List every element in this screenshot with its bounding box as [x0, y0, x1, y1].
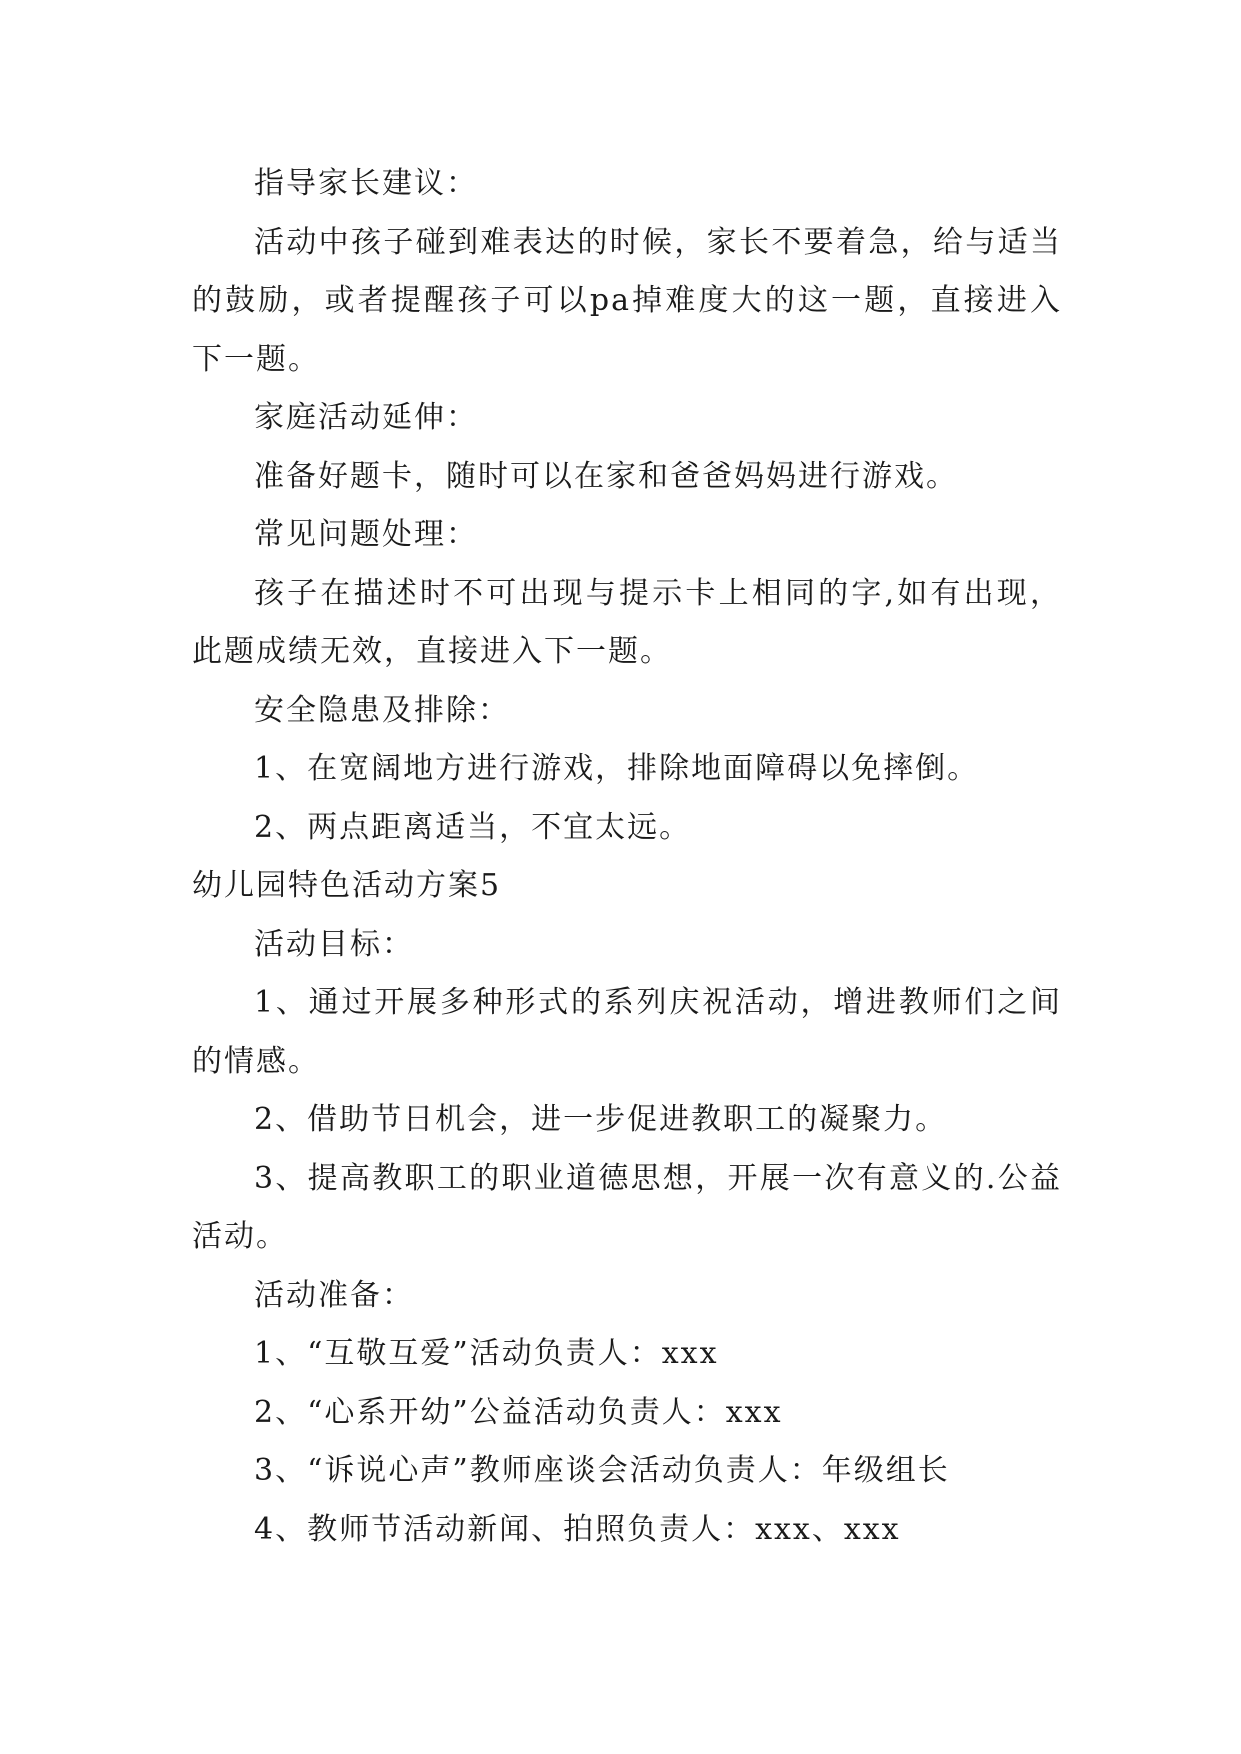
paragraph: 3、提高教职工的职业道德思想，开展一次有意义的.公益活动。: [192, 1160, 1062, 1254]
paragraph: 2、“心系开幼”公益活动负责人：xxx: [254, 1394, 783, 1430]
paragraph: 孩子在描述时不可出现与提示卡上相同的字,如有出现，此题成绩无效，直接进入下一题。: [192, 575, 1062, 669]
paragraph: 活动目标：: [254, 926, 414, 962]
document-body: [192, 155, 1062, 1559]
paragraph: 准备好题卡，随时可以在家和爸爸妈妈进行游戏。: [254, 458, 958, 494]
paragraph: 1、通过开展多种形式的系列庆祝活动，增进教师们之间的情感。: [192, 985, 1062, 1079]
paragraph: 活动中孩子碰到难表达的时候，家长不要着急，给与适当的鼓励，或者提醒孩子可以pa掉难度大的这一题，直接进入下一题。: [192, 224, 1062, 377]
paragraph: 1、在宽阔地方进行游戏，排除地面障碍以免摔倒。: [254, 751, 980, 786]
section-heading: 幼儿园特色活动方案5: [192, 868, 502, 903]
paragraph: 指导家长建议：: [254, 166, 478, 201]
paragraph: 家庭活动延伸：: [254, 400, 478, 435]
paragraph: 常见问题处理：: [254, 517, 478, 552]
paragraph: 2、借助节日机会，进一步促进教职工的凝聚力。: [254, 1102, 948, 1137]
paragraph: 活动准备：: [254, 1277, 414, 1313]
paragraph: 安全隐患及排除：: [254, 692, 510, 728]
paragraph: 2、两点距离适当，不宜太远。: [254, 809, 692, 845]
paragraph: 1、“互敬互爱”活动负责人：xxx: [254, 1336, 719, 1371]
paragraph: 3、“诉说心声”教师座谈会活动负责人：年级组长: [254, 1453, 950, 1488]
paragraph: 4、教师节活动新闻、拍照负责人：xxx、xxx: [254, 1511, 901, 1547]
